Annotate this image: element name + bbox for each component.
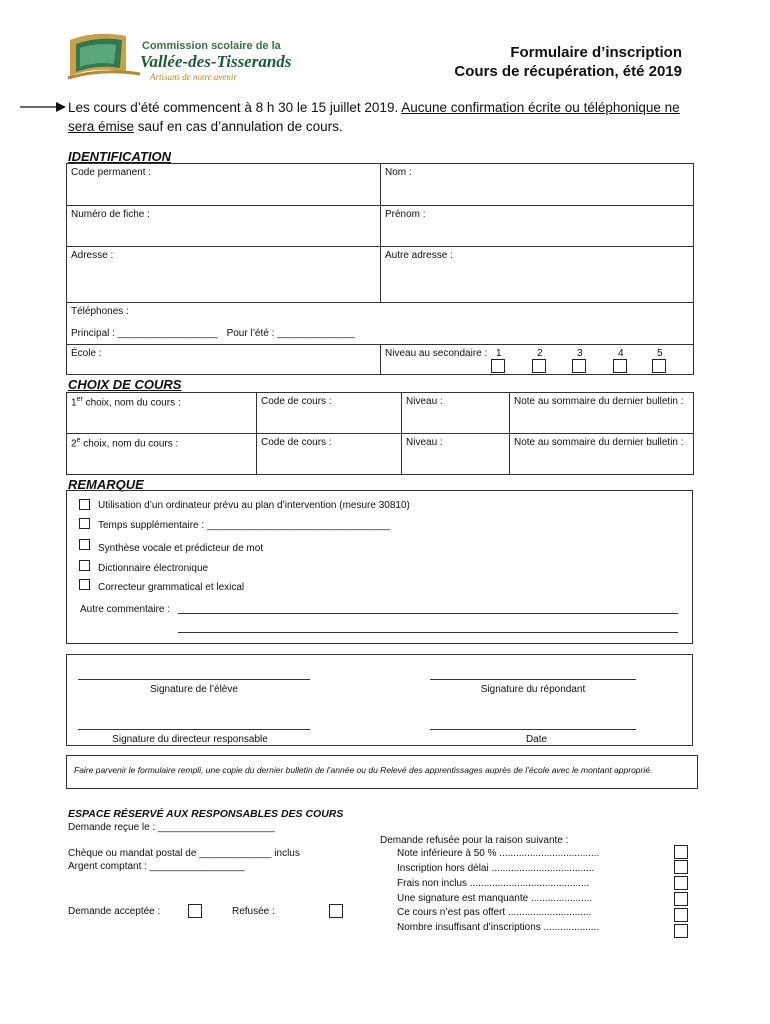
notice-text: Faire parvenir le formulaire rempli, une copie du dernier bulletin de l’année ou du Relevé des apprentissages auprès de l’école avec le montant approprié. (74, 765, 653, 775)
refusee-label: Refusée : (232, 906, 275, 917)
choix1-note-label: Note au sommaire du dernier bulletin : (514, 396, 684, 407)
level-1-checkbox[interactable] (491, 359, 505, 373)
nom-label: Nom : (385, 167, 412, 178)
choix1-note-field[interactable] (510, 393, 694, 434)
choix1-nom-field[interactable] (67, 393, 257, 434)
prenom-field[interactable] (381, 206, 694, 247)
choix2-niveau-field[interactable] (402, 434, 510, 475)
form-subtitle: Cours de récupération, été 2019 (454, 63, 682, 80)
level-5-label: 5 (657, 348, 663, 359)
choix2-code-field[interactable] (257, 434, 402, 475)
reason-insuffisant: Nombre insuffisant d’inscriptions .................... (397, 922, 600, 933)
autre-commentaire-line-1[interactable] (178, 613, 678, 614)
cheque-line: Chèque ou mandat postal de _____________ inclus (68, 848, 300, 859)
choix1-niveau-field[interactable] (402, 393, 510, 434)
adresse-label: Adresse : (71, 250, 114, 261)
refus-title: Demande refusée pour la raison suivante : (380, 835, 569, 846)
nom-field[interactable] (381, 164, 694, 206)
telephones-field[interactable] (67, 303, 694, 345)
intro-text (68, 98, 708, 136)
correcteur-checkbox[interactable] (79, 579, 90, 590)
level-2-label: 2 (537, 348, 543, 359)
reason-frais-checkbox[interactable] (674, 876, 688, 890)
adresse-field[interactable] (67, 247, 381, 303)
choix2-note-label: Note au sommaire du dernier bulletin : (514, 437, 684, 448)
level-5-checkbox[interactable] (652, 359, 666, 373)
autre-adresse-label: Autre adresse : (385, 250, 453, 261)
reason-note: Note inférieure à 50 % .................................... (397, 848, 600, 859)
dictionnaire-checkbox[interactable] (79, 560, 90, 571)
remarque-item-1: Utilisation d’un ordinateur prévu au plan d’intervention (mesure 30810) (98, 500, 410, 511)
code-permanent-field[interactable] (67, 164, 381, 206)
choix1-sup: er (76, 396, 83, 403)
level-1-label: 1 (496, 348, 502, 359)
synthese-checkbox[interactable] (79, 539, 90, 550)
signature-eleve-line[interactable] (78, 679, 310, 680)
intro-part2: sauf en cas d’annulation de cours. (134, 119, 343, 134)
form-title: Formulaire d’inscription (510, 44, 682, 61)
level-4-label: 4 (618, 348, 624, 359)
numero-fiche-label: Numéro de fiche : (71, 209, 150, 220)
school-board-logo-icon (66, 28, 142, 88)
telephones-label: Téléphones : (71, 306, 129, 317)
niveau-label: Niveau au secondaire : (385, 348, 488, 359)
choix2-note-field[interactable] (510, 434, 694, 475)
signature-box (66, 654, 693, 746)
choix-heading: CHOIX DE COURS (68, 377, 182, 392)
org-name-line1: Commission scolaire de la (142, 40, 281, 52)
level-2-checkbox[interactable] (532, 359, 546, 373)
reason-insuffisant-checkbox[interactable] (674, 924, 688, 938)
signature-directeur-line[interactable] (78, 729, 310, 730)
choix2-label: choix, nom du cours : (80, 438, 179, 450)
choix1-code-field[interactable] (257, 393, 402, 434)
reason-hors-delai: Inscription hors délai ..................................... (397, 863, 595, 874)
reason-non-offert-checkbox[interactable] (674, 908, 688, 922)
code-permanent-label: Code permanent : (71, 167, 152, 178)
arrow-right-icon (20, 100, 66, 114)
reason-frais: Frais non inclus ........................................... (397, 878, 590, 889)
acceptee-checkbox[interactable] (188, 904, 202, 918)
choix1-num: 1 (71, 397, 77, 409)
intro-part1: Les cours d’été commencent à 8 h 30 le 15 juillet 2019. (68, 100, 402, 115)
signature-eleve-label: Signature de l’élève (150, 684, 238, 695)
choix2-nom-field[interactable] (67, 434, 257, 475)
prenom-label: Prénom : (385, 209, 426, 220)
choix1-label: choix, nom du cours : (82, 397, 181, 409)
choix1-code-label: Code de cours : (261, 396, 332, 407)
remarque-item-2: Temps supplémentaire : _________________________________ (98, 520, 391, 531)
ecole-field[interactable] (67, 345, 381, 375)
refusee-checkbox[interactable] (329, 904, 343, 918)
choix2-num: 2 (71, 438, 77, 450)
date-label: Date (525, 734, 548, 745)
level-4-checkbox[interactable] (613, 359, 627, 373)
org-tagline: Artisans de notre avenir (150, 72, 237, 82)
numero-fiche-field[interactable] (67, 206, 381, 247)
reserve-heading: ESPACE RÉSERVÉ AUX RESPONSABLES DES COURS (68, 808, 344, 820)
argent-line: Argent comptant : _________________ (68, 861, 245, 872)
ordinateur-checkbox[interactable] (79, 499, 90, 510)
signature-repondant-label: Signature du répondant (480, 684, 586, 695)
intro-no-confirmation: Aucune confirmation écrite ou téléphonique ne sera émise (68, 100, 680, 134)
identification-table (66, 163, 694, 375)
signature-directeur-label: Signature du directeur responsable (112, 734, 268, 745)
choix2-code-label: Code de cours : (261, 437, 332, 448)
autre-commentaire-line-2[interactable] (178, 632, 678, 633)
remarque-heading: REMARQUE (68, 477, 144, 492)
reason-note-checkbox[interactable] (674, 845, 688, 859)
reason-signature-checkbox[interactable] (674, 892, 688, 906)
autre-adresse-field[interactable] (381, 247, 694, 303)
date-line[interactable] (430, 729, 636, 730)
autre-commentaire-label: Autre commentaire : (80, 604, 171, 615)
identification-heading: IDENTIFICATION (68, 149, 172, 164)
temps-checkbox[interactable] (79, 518, 90, 529)
ecole-label: École : (71, 348, 102, 359)
level-3-label: 3 (577, 348, 583, 359)
choix1-niveau-label: Niveau : (406, 396, 443, 407)
telephone-principal: Principal : __________________ (71, 328, 218, 339)
choix-table (66, 392, 694, 475)
remarque-item-3: Synthèse vocale et prédicteur de mot (98, 543, 264, 554)
telephone-ete: Pour l’été : ______________ (226, 328, 356, 339)
remarque-item-4: Dictionnaire électronique (98, 563, 209, 574)
remarque-item-5: Correcteur grammatical et lexical (98, 582, 245, 593)
level-3-checkbox[interactable] (572, 359, 586, 373)
reason-non-offert: Ce cours n’est pas offert .............................. (397, 907, 592, 918)
signature-repondant-line[interactable] (430, 679, 636, 680)
demande-recue: Demande reçue le : _____________________ (68, 822, 275, 833)
reason-signature: Une signature est manquante ...................... (397, 893, 593, 904)
org-name-line2: Vallée-des-Tisserands (140, 52, 292, 71)
choix2-niveau-label: Niveau : (406, 437, 443, 448)
reason-hors-delai-checkbox[interactable] (674, 860, 688, 874)
demande-acceptee-label: Demande acceptée : (68, 906, 161, 917)
choix2-sup: e (76, 437, 81, 444)
